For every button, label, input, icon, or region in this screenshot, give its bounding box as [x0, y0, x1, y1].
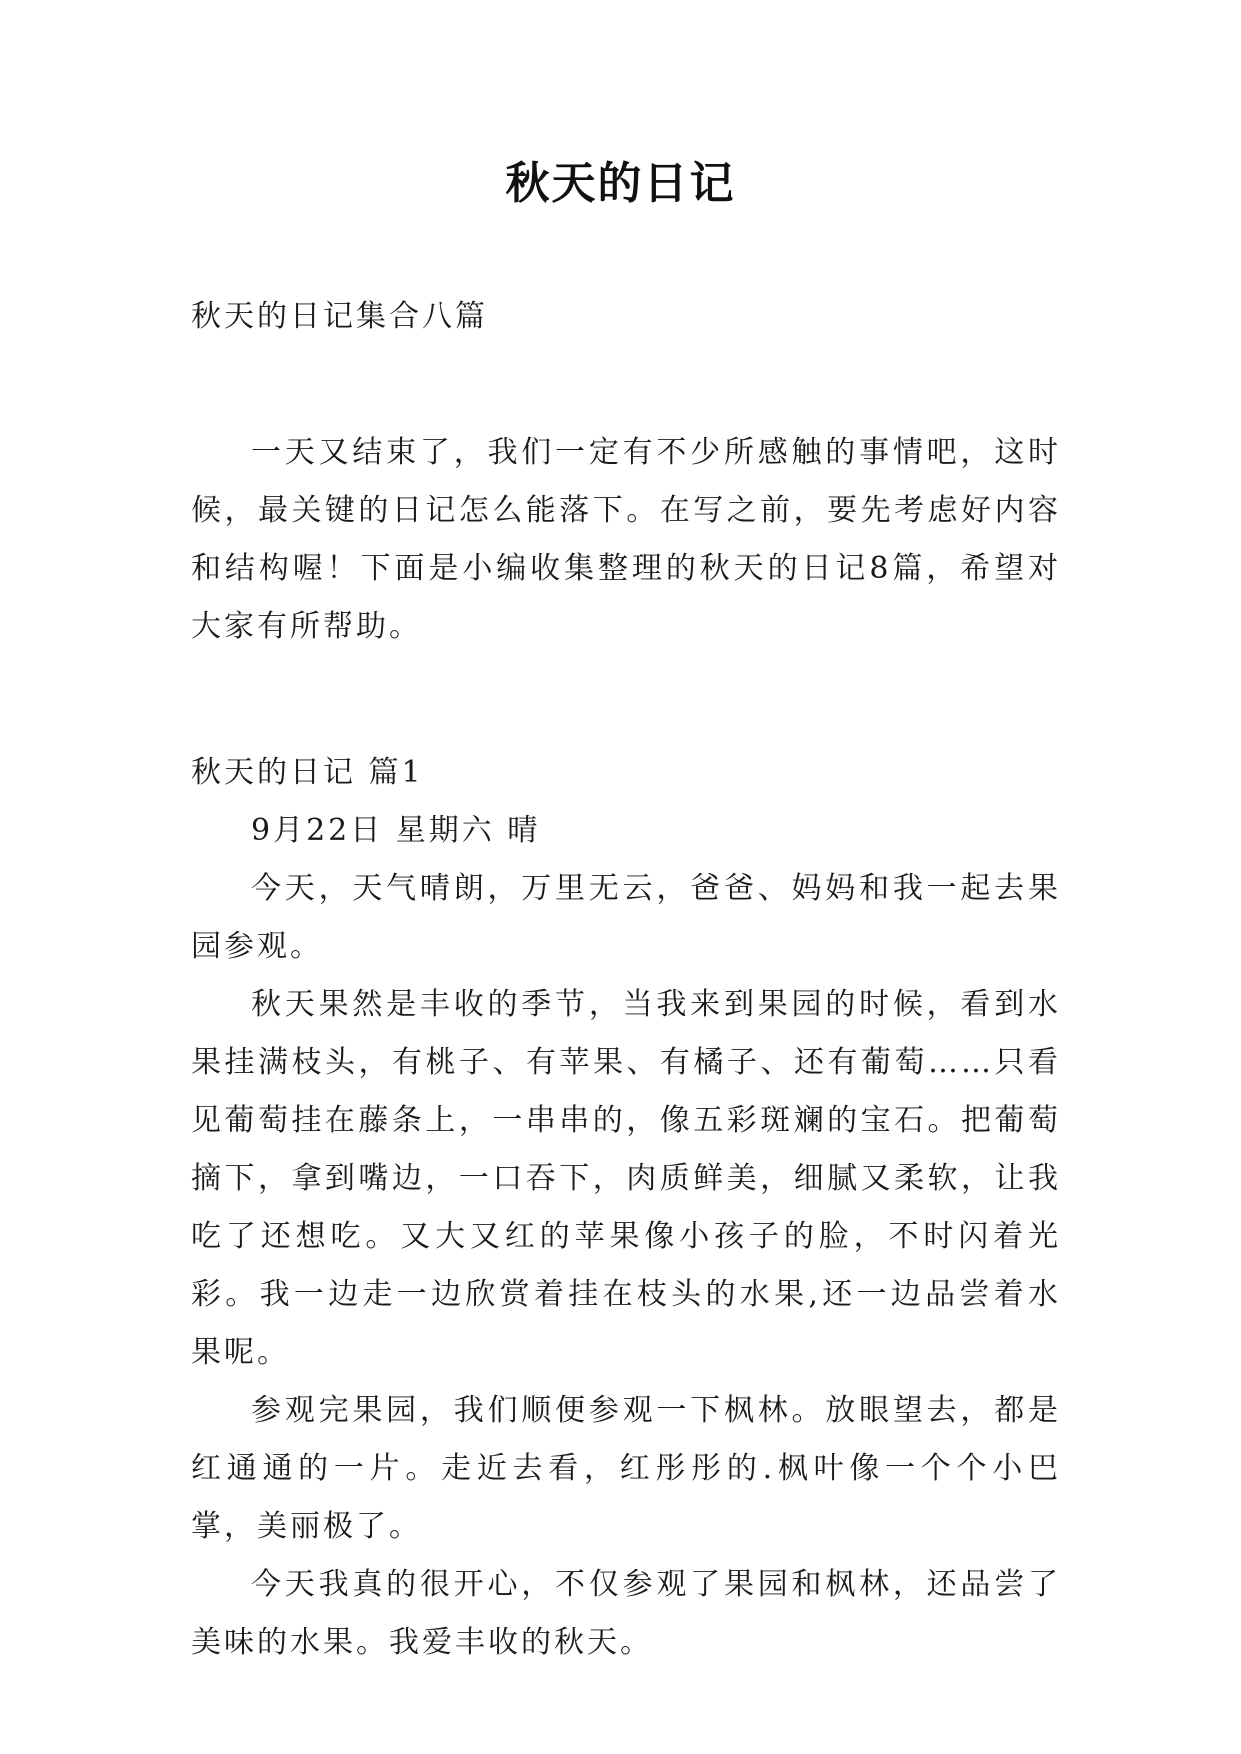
entry-date: 9月22日 星期六 晴 [251, 813, 541, 848]
entry-paragraph: 今天，天气晴朗，万里无云，爸爸、妈妈和我一起去果园参观。 [191, 871, 1061, 964]
spacer [191, 346, 1061, 424]
document-title: 秋天的日记 [505, 158, 736, 209]
entry-paragraph: 秋天果然是丰收的季节，当我来到果园的时候，看到水果挂满枝头，有桃子、有苹果、有橘子、还有葡萄……只看见葡萄挂在藤条上，一串串的，像五彩斑斓的宝石。把葡萄摘下，拿到嘴边，一口吞下，肉质鲜美，细腻又柔软，让我吃了还想吃。又大又红的苹果像小孩子的脸，不时闪着光彩。我一边走一边欣赏着挂在枝头的水果,还一边品尝着水果呢。 [191, 987, 1061, 1370]
spacer [191, 656, 1061, 744]
entry-paragraph: 参观完果园，我们顺便参观一下枫林。放眼望去，都是红通通的一片。走近去看，红彤彤的.枫叶像一个个小巴掌，美丽极了。 [191, 1393, 1061, 1544]
document-body [191, 288, 1061, 1672]
entry-heading: 秋天的日记 篇1 [191, 755, 424, 790]
intro-paragraph: 一天又结束了，我们一定有不少所感触的事情吧，这时候，最关键的日记怎么能落下。在写之前，要先考虑好内容和结构喔！下面是小编收集整理的秋天的日记8篇，希望对大家有所帮助。 [191, 435, 1061, 644]
document-subtitle: 秋天的日记集合八篇 [191, 299, 488, 334]
entry-paragraph: 今天我真的很开心，不仅参观了果园和枫林，还品尝了美味的水果。我爱丰收的秋天。 [191, 1567, 1061, 1660]
